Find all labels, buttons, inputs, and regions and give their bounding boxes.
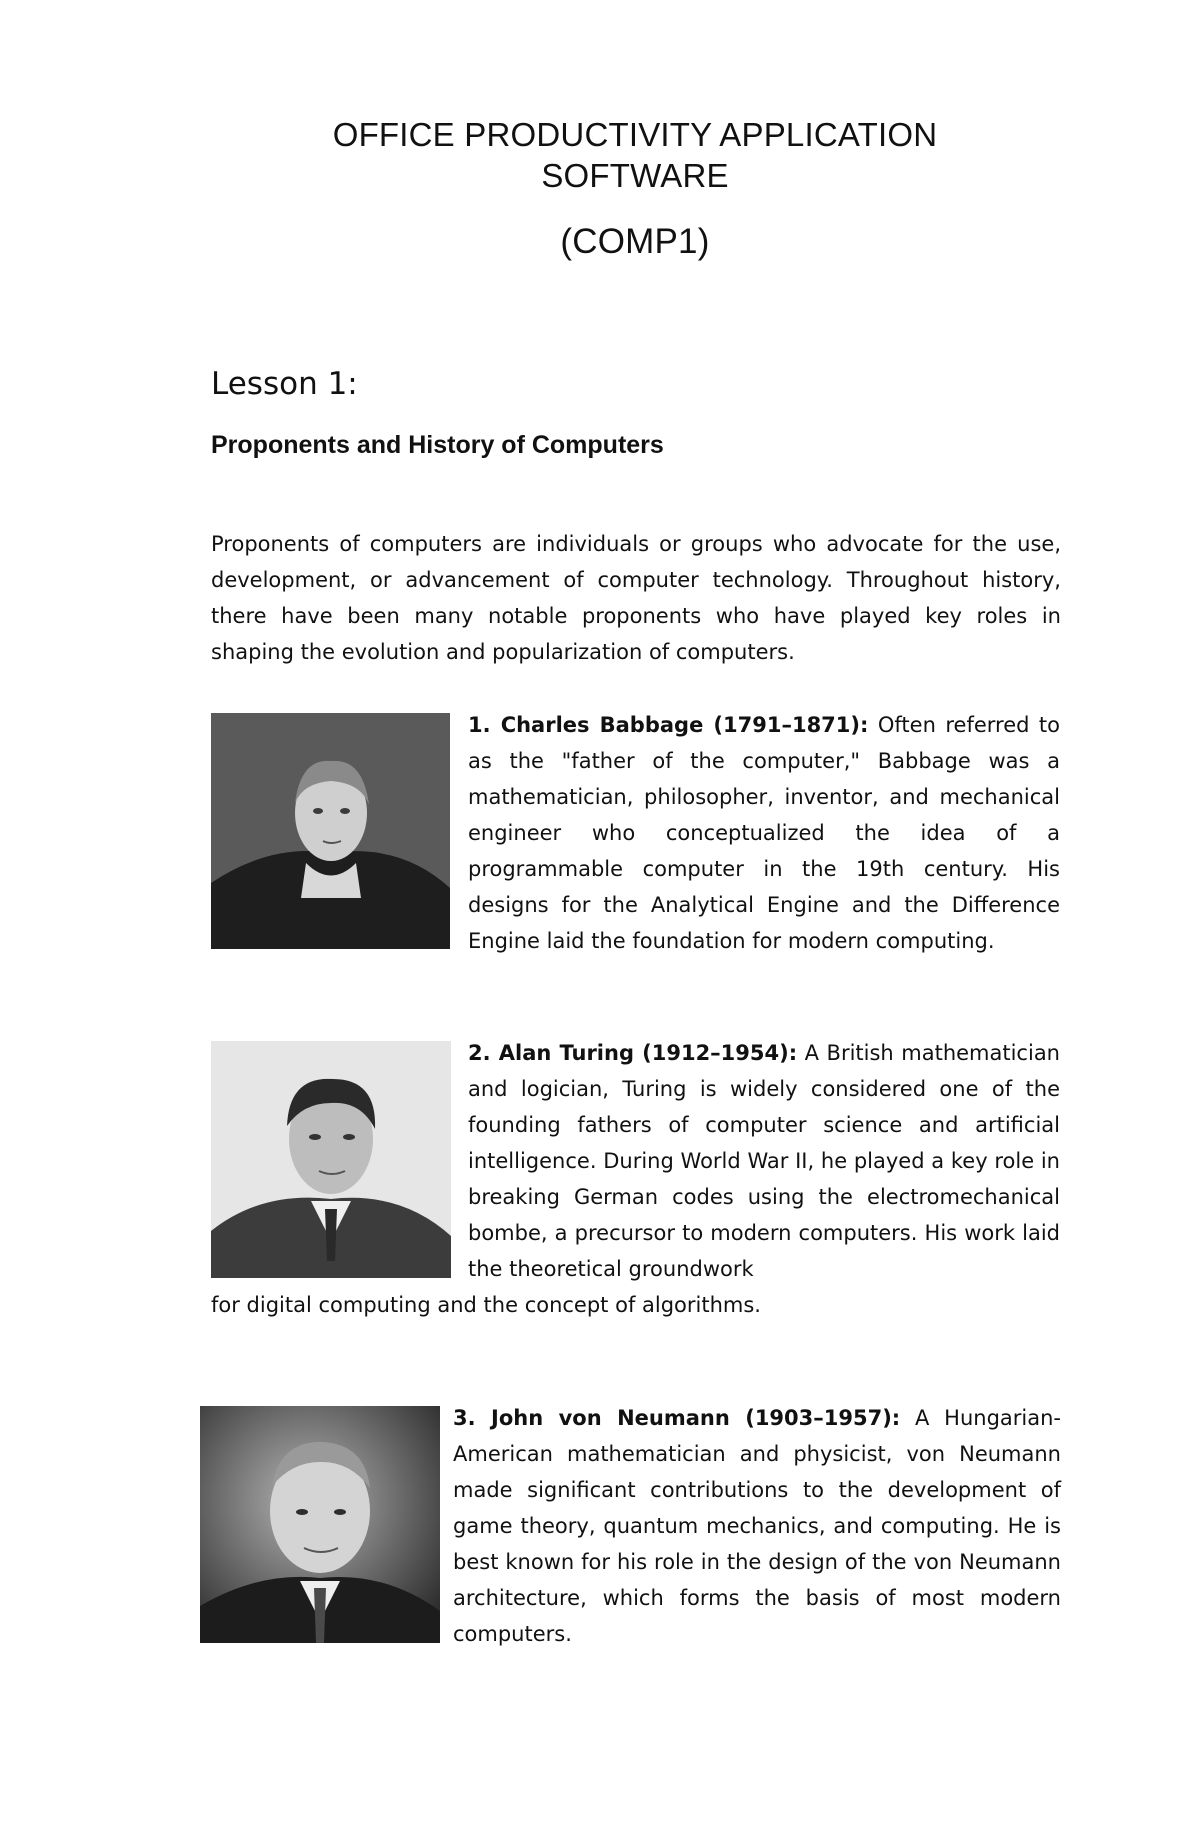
proponent-2-text: A British mathematician and logician, Turing is widely considered one of the founding fathers of computer science and artificial intelligence. During World War II, he played a key role in breaking German codes using the electromechanical bombe, a precursor to modern computers. His work laid the theoretical groundwork: [468, 1041, 1060, 1281]
portrait-alan-turing: [211, 1041, 451, 1278]
document-title-line2: SOFTWARE: [541, 157, 729, 194]
lesson-label: Lesson 1:: [211, 366, 358, 402]
proponent-3-text: A Hungarian-American mathematician and physicist, von Neumann made significant contributions to the development of game theory, quantum mechanics, and computing. He is best known for his role in the design of the von Neumann architecture, which forms the basis of most modern computers.: [453, 1406, 1062, 1646]
proponent-2-paragraph: [468, 1035, 1060, 1287]
proponent-1-text: Often referred to as the "father of the computer," Babbage was a mathematician, philosopher, inventor, and mechanical engineer who conceptualized the idea of a programmable computer in the 19th century. His designs for the Analytical Engine and the Difference Engine laid the foundation for modern computing.: [468, 713, 1060, 953]
portrait-charles-babbage: [211, 713, 450, 949]
proponent-2-continued: for digital computing and the concept of algorithms.: [211, 1293, 761, 1317]
proponent-3-paragraph: [453, 1400, 1061, 1652]
proponent-1-paragraph: [468, 707, 1060, 959]
lesson-title: Proponents and History of Computers: [211, 431, 664, 459]
proponent-1-heading: 1. Charles Babbage (1791–1871):: [468, 713, 869, 737]
proponent-2-heading: 2. Alan Turing (1912–1954):: [468, 1041, 798, 1065]
portrait-john-von-neumann: [200, 1406, 440, 1643]
proponent-3-heading: 3. John von Neumann (1903–1957):: [453, 1406, 901, 1430]
course-code: (COMP1): [560, 222, 710, 261]
intro-paragraph: Proponents of computers are individuals or groups who advocate for the use, development, or advancement of computer technology. Throughout history, there have been many notable proponents who have played key roles in shaping the evolution and popularization of computers.: [211, 532, 1061, 664]
document-title-line1: OFFICE PRODUCTIVITY APPLICATION: [332, 116, 938, 153]
